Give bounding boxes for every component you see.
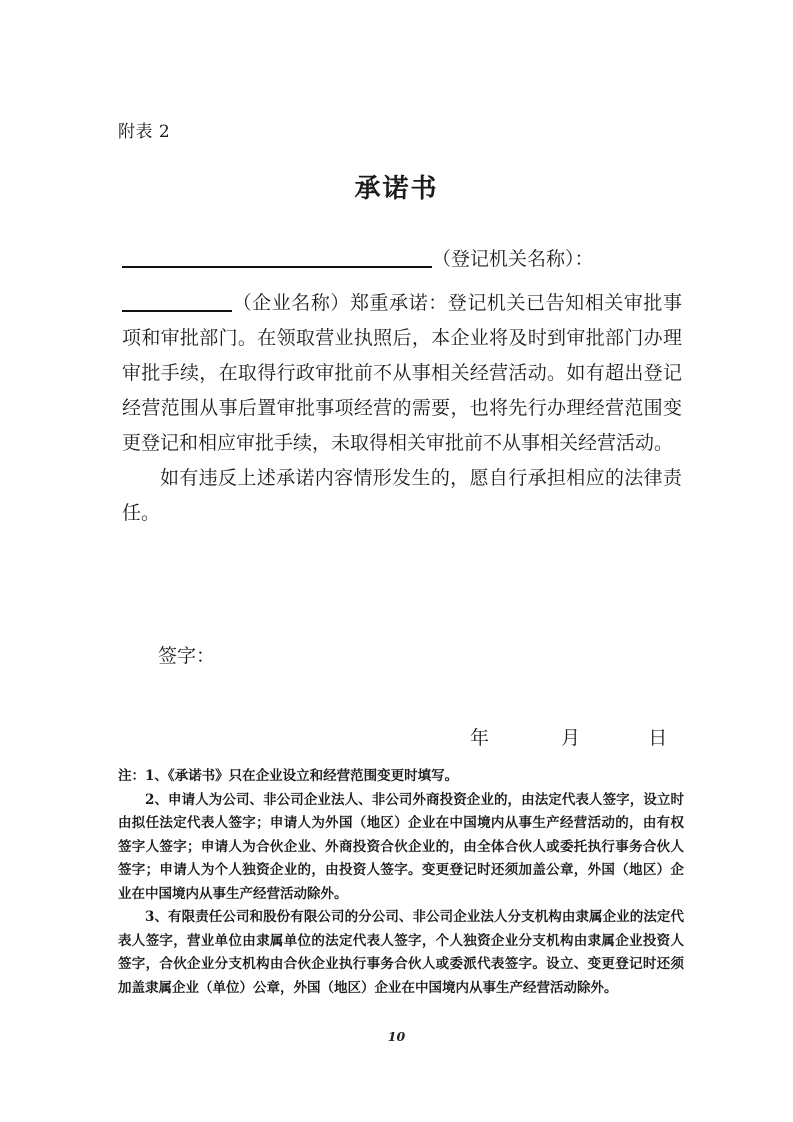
registration-authority-label: （登记机关名称）： bbox=[432, 248, 594, 270]
date-day-label: 日 bbox=[648, 727, 668, 749]
notes-section bbox=[118, 765, 684, 1000]
attachment-label: 附表 2 bbox=[118, 122, 171, 142]
registration-authority-blank[interactable] bbox=[122, 247, 432, 268]
date-year-label: 年 bbox=[470, 727, 490, 749]
commitment-paragraph-2: 如有违反上述承诺内容情形发生的，愿自行承担相应的法律责任。 bbox=[122, 467, 682, 524]
commitment-paragraph-1 bbox=[122, 286, 682, 461]
page-title: 承诺书 bbox=[354, 174, 439, 204]
registration-authority-line bbox=[122, 247, 682, 269]
note-item: 3、有限责任公司和股份有限公司的分公司、非公司企业法人分支机构由隶属企业的法定代表人签字，营业单位由隶属单位的法定代表人签字，个人独资企业分支机构由隶属企业投资人签字，合伙企业分支机构由合伙企业执行事务合伙人或委派代表签字。设立、变更登记时还须加盖隶属企业（单位）公章，外国（地区）企业在中国境内从事生产经营活动除外。 bbox=[118, 909, 684, 996]
note-item: 2、申请人为公司、非公司企业法人、非公司外商投资企业的，由法定代表人签字，设立时由拟任法定代表人签字；申请人为外国（地区）企业在中国境内从事生产经营活动的，由有权签字人签字；申请人为合伙企业、外商投资合伙企业的，由全体合伙人或委托执行事务合伙人签字；申请人为个人独资企业的，由投资人签字。变更登记时还须加盖公章，外国（地区）企业在中国境内从事生产经营活动除外。 bbox=[118, 791, 684, 902]
note-item: 注：1、《承诺书》只在企业设立和经营范围变更时填写。 bbox=[118, 768, 459, 784]
company-name-blank[interactable] bbox=[122, 292, 232, 312]
commitment-paragraph-1-text: （企业名称）郑重承诺：登记机关已告知相关审批事项和审批部门。在领取营业执照后，本企业将及时到审批部门办理审批手续，在取得行政审批前不从事相关经营活动。如有超出登记经营范围从事后置审批事项经营的需要，也将先行办理经营范围变更登记和相应审批手续，未取得相关审批前不从事相关经营活动。 bbox=[122, 292, 682, 454]
signature-label: 签字： bbox=[158, 645, 216, 667]
page-number: 10 bbox=[387, 1029, 406, 1044]
date-month-label: 月 bbox=[561, 727, 581, 749]
commitment-body bbox=[122, 286, 682, 531]
date-line bbox=[470, 723, 667, 750]
